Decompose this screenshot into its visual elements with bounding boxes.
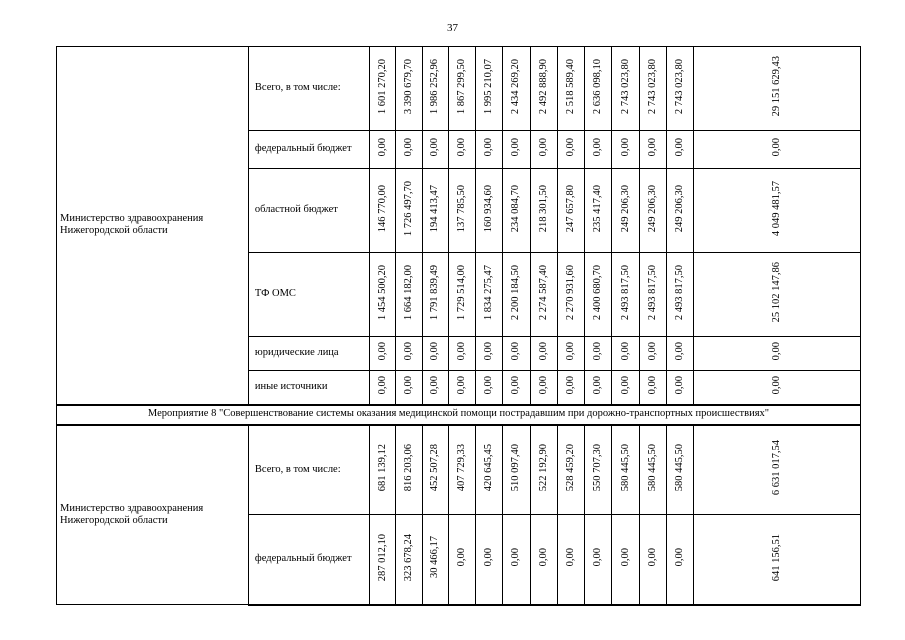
year-value: 2 743 023,80 [646,58,658,115]
year-value-cell [396,131,422,169]
year-value: 0,00 [674,548,686,567]
year-value: 0,00 [537,376,549,395]
year-value-cell [639,425,666,515]
year-value: 0,00 [455,342,467,361]
year-value-cell [396,169,422,253]
year-value-cell [639,371,666,405]
year-value-cell [448,131,475,169]
year-value-cell [530,253,557,337]
year-value-cell [448,337,475,371]
year-value: 2 518 589,40 [565,58,577,115]
year-value: 2 274 587,40 [537,264,549,321]
year-value: 194 413,47 [429,184,441,233]
year-value-cell [422,515,448,605]
year-value-cell [557,131,584,169]
year-value-cell [476,131,503,169]
year-value-cell [666,169,693,253]
year-value-cell [422,131,448,169]
year-value: 1 995 210,07 [483,58,495,115]
year-value-cell [476,337,503,371]
year-value: 0,00 [455,376,467,395]
year-value: 0,00 [510,376,522,395]
year-value: 2 493 817,50 [646,264,658,321]
year-value: 681 139,12 [376,444,388,492]
year-value-cell [448,515,475,605]
year-value-cell [503,425,530,515]
total-value: 4 049 481,57 [771,180,783,237]
total-value-cell [694,337,861,371]
year-value: 0,00 [674,342,686,361]
year-value: 0,00 [646,342,658,361]
year-value: 30 466,17 [429,536,441,579]
year-value-cell [585,253,612,337]
year-value-cell [396,337,422,371]
year-value: 0,00 [429,376,441,395]
year-value: 249 206,30 [646,184,658,233]
year-value-cell [530,47,557,131]
year-value-cell [666,425,693,515]
year-value: 234 084,70 [510,184,522,233]
year-value-cell [639,337,666,371]
year-value-cell [612,47,639,131]
table-row [57,425,861,515]
year-value-cell [557,371,584,405]
year-value-cell [396,515,422,605]
year-value-cell [666,337,693,371]
budget-table [56,46,861,606]
year-value: 2 270 931,60 [565,264,577,321]
table-row [57,47,861,131]
year-value-cell [530,371,557,405]
year-value: 0,00 [565,342,577,361]
page-number: 37 [447,22,458,34]
year-value-cell [396,425,422,515]
year-value: 0,00 [592,138,604,157]
year-value: 0,00 [674,138,686,157]
year-value: 0,00 [429,342,441,361]
year-value-cell [503,371,530,405]
year-value: 0,00 [565,376,577,395]
year-value: 2 743 023,80 [674,58,686,115]
year-value-cell [448,425,475,515]
year-value-cell [476,425,503,515]
total-value-cell [694,425,861,515]
year-value-cell [557,253,584,337]
year-value: 0,00 [483,548,495,567]
year-value: 0,00 [510,342,522,361]
year-value-cell [612,131,639,169]
total-value-cell [694,515,861,605]
year-value: 249 206,30 [674,184,686,233]
year-value: 2 493 817,50 [619,264,631,321]
measure-title: Мероприятие 8 "Совершенствование системы оказания медицинской помощи пострадавшим при дорожно-транспортных происшествиях" [57,405,861,425]
year-value: 0,00 [483,376,495,395]
year-value-cell [370,371,396,405]
year-value-cell [503,515,530,605]
year-value: 249 206,30 [619,184,631,233]
year-value: 146 770,00 [376,184,388,233]
year-value: 0,00 [619,342,631,361]
year-value: 0,00 [646,138,658,157]
year-value: 0,00 [565,138,577,157]
year-value-cell [422,371,448,405]
year-value: 0,00 [619,548,631,567]
funding-source-label: федеральный бюджет [248,515,369,605]
year-value: 407 729,33 [455,444,467,492]
year-value: 420 645,45 [483,444,495,492]
year-value: 0,00 [483,138,495,157]
measure-body [57,405,861,425]
year-value: 0,00 [429,138,441,157]
year-value-cell [396,253,422,337]
year-value-cell [422,337,448,371]
year-value: 2 636 098,10 [592,58,604,115]
year-value-cell [503,47,530,131]
year-value: 323 678,24 [402,533,414,581]
year-value: 0,00 [592,548,604,567]
year-value: 2 434 269,20 [510,58,522,115]
year-value: 510 097,40 [510,444,522,492]
year-value-cell [503,253,530,337]
year-value-cell [557,425,584,515]
total-value-cell [694,253,861,337]
year-value-cell [476,515,503,605]
year-value-cell [639,515,666,605]
total-value: 641 156,51 [771,533,783,581]
year-value-cell [422,253,448,337]
year-value: 452 507,28 [429,444,441,492]
year-value: 528 459,20 [565,444,577,492]
total-value: 0,00 [771,342,783,361]
year-value: 1 791 839,49 [429,264,441,321]
year-value: 580 445,50 [619,444,631,492]
year-value: 1 986 252,96 [429,58,441,115]
year-value-cell [530,515,557,605]
year-value: 0,00 [592,342,604,361]
year-value-cell [639,169,666,253]
year-value-cell [585,337,612,371]
year-value: 580 445,50 [674,444,686,492]
year-value: 0,00 [565,548,577,567]
year-value-cell [476,47,503,131]
year-value-cell [585,515,612,605]
year-value: 0,00 [402,138,414,157]
year-value-cell [476,253,503,337]
year-value: 0,00 [646,376,658,395]
year-value-cell [639,131,666,169]
funding-source-label: иные источники [248,371,369,405]
funding-source-label: федеральный бюджет [248,131,369,169]
year-value: 247 657,80 [565,184,577,233]
year-value: 1 664 182,00 [402,264,414,321]
year-value-cell [612,425,639,515]
year-value-cell [422,425,448,515]
year-value: 235 417,40 [592,184,604,233]
year-value: 1 601 270,20 [376,58,388,115]
year-value-cell [639,253,666,337]
year-value-cell [612,337,639,371]
total-value: 25 102 147,86 [771,262,783,323]
year-value-cell [370,253,396,337]
organization-cell: Министерство здравоохранения Нижегородской области [57,47,249,405]
year-value-cell [370,47,396,131]
year-value-cell [448,253,475,337]
year-value: 2 200 184,50 [510,264,522,321]
year-value-cell [612,253,639,337]
year-value-cell [422,47,448,131]
year-value: 0,00 [483,342,495,361]
year-value: 2 743 023,80 [619,58,631,115]
year-value-cell [448,47,475,131]
year-value: 2 492 888,90 [537,58,549,115]
year-value: 0,00 [510,138,522,157]
year-value: 816 203,06 [402,444,414,492]
year-value-cell [422,169,448,253]
year-value: 0,00 [537,548,549,567]
total-value: 29 151 629,43 [771,56,783,117]
year-value-cell [557,337,584,371]
year-value-cell [476,371,503,405]
total-value-cell [694,371,861,405]
year-value-cell [396,47,422,131]
year-value-cell [557,169,584,253]
year-value: 2 400 680,70 [592,264,604,321]
year-value: 287 012,10 [376,533,388,581]
total-value-cell [694,131,861,169]
year-value-cell [370,425,396,515]
year-value: 137 785,50 [455,184,467,233]
year-value-cell [639,47,666,131]
year-value: 0,00 [619,376,631,395]
year-value-cell [666,253,693,337]
year-value-cell [530,337,557,371]
year-value: 0,00 [537,342,549,361]
year-value-cell [370,131,396,169]
year-value: 2 493 817,50 [674,264,686,321]
funding-source-label: ТФ ОМС [248,253,369,337]
year-value: 550 707,30 [592,444,604,492]
year-value-cell [612,371,639,405]
year-value-cell [585,47,612,131]
section-two-body [57,425,861,605]
year-value-cell [396,371,422,405]
year-value: 3 390 679,70 [402,58,414,115]
year-value-cell [503,169,530,253]
year-value-cell [370,515,396,605]
funding-source-label: юридические лица [248,337,369,371]
year-value: 0,00 [646,548,658,567]
year-value-cell [530,131,557,169]
year-value-cell [503,131,530,169]
funding-source-label: областной бюджет [248,169,369,253]
year-value-cell [612,515,639,605]
year-value-cell [585,371,612,405]
year-value: 160 934,60 [483,184,495,233]
section-one-body [57,47,861,405]
year-value: 0,00 [510,548,522,567]
year-value-cell [585,131,612,169]
funding-source-label: Всего, в том числе: [248,47,369,131]
year-value: 1 454 500,20 [376,264,388,321]
year-value: 0,00 [376,376,388,395]
year-value-cell [370,337,396,371]
year-value-cell [370,169,396,253]
year-value: 218 301,50 [537,184,549,233]
year-value-cell [585,425,612,515]
year-value: 0,00 [376,138,388,157]
year-value-cell [530,425,557,515]
year-value: 0,00 [674,376,686,395]
funding-source-label: Всего, в том числе: [248,425,369,515]
total-value: 0,00 [771,138,783,157]
year-value-cell [666,515,693,605]
year-value-cell [557,47,584,131]
year-value-cell [557,515,584,605]
year-value-cell [476,169,503,253]
year-value-cell [448,169,475,253]
year-value: 0,00 [402,376,414,395]
year-value-cell [448,371,475,405]
year-value: 0,00 [592,376,604,395]
year-value-cell [666,371,693,405]
organization-cell: Министерство здравоохранения Нижегородской области [57,425,249,605]
total-value-cell [694,47,861,131]
total-value: 6 631 017,54 [771,440,783,496]
year-value: 0,00 [402,342,414,361]
year-value: 0,00 [376,342,388,361]
year-value: 0,00 [455,548,467,567]
year-value-cell [666,131,693,169]
year-value-cell [530,169,557,253]
year-value: 1 726 497,70 [402,180,414,237]
year-value: 1 867 299,50 [455,58,467,115]
year-value-cell [612,169,639,253]
total-value: 0,00 [771,376,783,395]
year-value: 0,00 [537,138,549,157]
year-value-cell [666,47,693,131]
year-value: 522 192,90 [537,444,549,492]
year-value: 580 445,50 [646,444,658,492]
year-value: 1 729 514,00 [455,264,467,321]
year-value: 0,00 [455,138,467,157]
year-value: 0,00 [619,138,631,157]
year-value-cell [503,337,530,371]
total-value-cell [694,169,861,253]
year-value: 1 834 275,47 [483,264,495,321]
year-value-cell [585,169,612,253]
